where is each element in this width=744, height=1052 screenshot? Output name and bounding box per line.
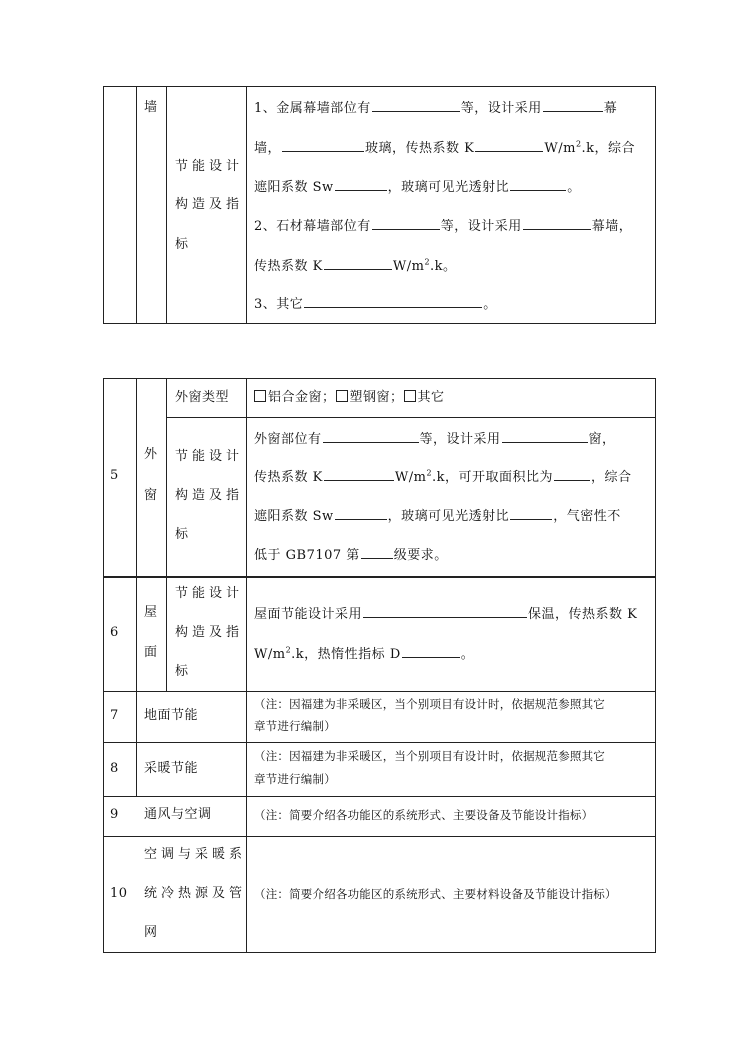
wall-line-4: 2、石材幕墙部位有 等，设计采用 幕墙， (254, 216, 632, 236)
row9-note: （注：简要介绍各功能区的系统形式、主要设备及节能设计指标） (254, 808, 594, 822)
row8-category: 采暖节能 (144, 761, 199, 776)
row6-number: 6 (110, 625, 119, 640)
blank-field[interactable] (363, 604, 527, 618)
wall-label-line3: 标 (175, 237, 189, 252)
wall-line-5: 传热系数 K $W/m^2.k$。 (254, 257, 457, 274)
row7-note-1: （注：因福建为非采暖区，当个别项目有设计时，依据规范参照其它 (254, 697, 605, 711)
window-line-2: 传热系数 K $W/m^2.k$，可开取面积比为 ，综合 (254, 468, 632, 485)
window-line-3: 遮阳系数 Sw ，玻璃可见光透射比 ，气密性不 (254, 506, 621, 526)
wall-label-line1: 节能设计 (175, 159, 244, 174)
window-line-1: 外窗部位有 等，设计采用 窗， (254, 429, 616, 449)
row10-number: 10 (110, 886, 128, 901)
row9-category: 通风与空调 (144, 807, 212, 822)
blank-field[interactable] (543, 98, 603, 112)
blank-field[interactable] (475, 138, 543, 152)
blank-field[interactable] (323, 429, 419, 443)
window-type-options: 铝合金窗； 塑钢窗； 其它 (254, 389, 445, 407)
blank-field[interactable] (361, 545, 393, 559)
wall-line-6: 3、其它 。 (254, 294, 497, 314)
row5-label-1: 节能设计 (175, 449, 244, 464)
wall-line-3: 遮阳系数 Sw ，玻璃可见光透射比 。 (254, 177, 581, 197)
blank-field[interactable] (523, 216, 591, 230)
blank-field[interactable] (304, 294, 482, 308)
wall-line-2: 墙， 玻璃，传热系数 K $W/m^2.k$，综合 (254, 139, 636, 156)
blank-field[interactable] (502, 429, 588, 443)
blank-field[interactable] (510, 177, 566, 191)
row8-number: 8 (110, 761, 119, 776)
blank-field[interactable] (324, 256, 392, 270)
row6-label-1: 节能设计 (175, 586, 244, 601)
window-line-4: 低于 GB7107 第 级要求。 (254, 545, 448, 565)
row5-category-1: 外 (144, 447, 158, 462)
wall-line-1: 1、金属幕墙部位有 等，设计采用 幕 (254, 98, 617, 118)
row5-label-2: 构造及指 (175, 488, 244, 503)
row7-category: 地面节能 (144, 708, 199, 723)
row5-number: 5 (110, 468, 119, 483)
blank-field[interactable] (335, 506, 387, 520)
roof-line-1: 屋面节能设计采用 保温，传热系数 K (254, 604, 637, 624)
row10-category-3: 网 (144, 925, 158, 940)
row5-category-2: 窗 (144, 488, 158, 503)
aluminum-window-checkbox[interactable] (254, 390, 266, 402)
roof-line-2: $W/m^2.k$，热惰性指标 D 。 (254, 645, 475, 662)
blank-field[interactable] (510, 506, 552, 520)
row9-number: 9 (110, 807, 119, 822)
window-type-label: 外窗类型 (175, 390, 230, 405)
blank-field[interactable] (372, 98, 460, 112)
row10-category-2: 统冷热源及管 (144, 886, 247, 901)
blank-field[interactable] (554, 467, 590, 481)
row8-note-1: （注：因福建为非采暖区，当个别项目有设计时，依据规范参照其它 (254, 749, 605, 763)
wall-category: 墙 (144, 100, 158, 115)
blank-field[interactable] (335, 177, 387, 191)
blank-field[interactable] (324, 467, 394, 481)
wall-label-line2: 构造及指 (175, 197, 244, 212)
row6-label-2: 构造及指 (175, 625, 244, 640)
blank-field[interactable] (402, 644, 460, 658)
row5-label-3: 标 (175, 527, 189, 542)
row7-note-2: 章节进行编制） (254, 719, 336, 733)
blank-field[interactable] (372, 216, 440, 230)
blank-field[interactable] (282, 138, 364, 152)
row8-note-2: 章节进行编制） (254, 772, 336, 786)
plastic-steel-window-checkbox[interactable] (336, 390, 348, 402)
other-window-checkbox[interactable] (404, 390, 416, 402)
row7-number: 7 (110, 708, 119, 723)
row10-note: （注：简要介绍各功能区的系统形式、主要材料设备及节能设计指标） (254, 887, 617, 901)
row6-category-2: 面 (144, 645, 158, 660)
row6-label-3: 标 (175, 664, 189, 679)
row10-category-1: 空调与采暖系 (144, 847, 247, 862)
row6-category-1: 屋 (144, 605, 158, 620)
